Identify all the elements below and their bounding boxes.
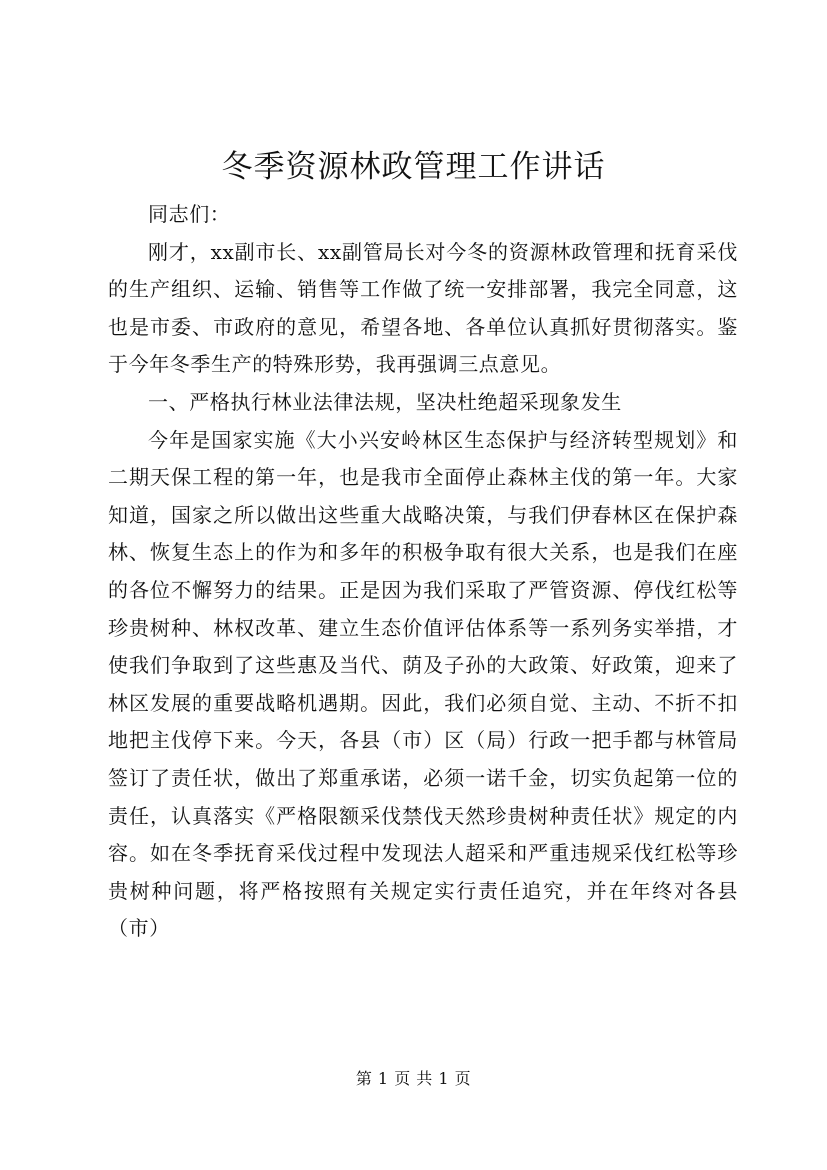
document-body xyxy=(108,196,738,948)
document-title: 冬季资源林政管理工作讲话 xyxy=(221,149,606,185)
section-paragraph: 今年是国家实施《大小兴安岭林区生态保护与经济转型规划》和二期天保工程的第一年，也是我市全面停止森林主伐的第一年。大家知道，国家之所以做出这些重大战略决策，与我们伊春林区在保护森林、恢复生态上的作为和多年的积极争取有很大关系，也是我们在座的各位不懈努力的结果。正是因为我们采取了严管资源、停伐红松等珍贵树种、林权改革、建立生态价值评估体系等一系列务实举措，才使我们争取到了这些惠及当代、荫及子孙的大政策、好政策，迎来了林区发展的重要战略机遇期。因此，我们必须自觉、主动、不折不扣地把主伐停下来。今天，各县（市）区（局）行政一把手都与林管局签订了责任状，做出了郑重承诺，必须一诺千金，切实负起第一位的责任，认真落实《严格限额采伐禁伐天然珍贵树种责任状》规定的内容。如在冬季抚育采伐过程中发现法人超采和严重违规采伐红松等珍贵树种问题，将严格按照有关规定实行责任追究，并在年终对各县（市） xyxy=(108,427,738,941)
page-footer: 第 1 页 共 1 页 xyxy=(355,1069,472,1088)
paragraph-intro: 刚才，xx副市长、xx副管局长对今冬的资源林政管理和抚育采伐的生产组织、运输、销售等工作做了统一安排部署，我完全同意，这也是市委、市政府的意见，希望各地、各单位认真抓好贯彻落实。鉴于今年冬季生产的特殊形势，我再强调三点意见。 xyxy=(108,239,738,377)
greeting: 同志们： xyxy=(148,202,231,226)
section-heading: 一、严格执行林业法律法规，坚决杜绝超采现象发生 xyxy=(148,389,622,414)
